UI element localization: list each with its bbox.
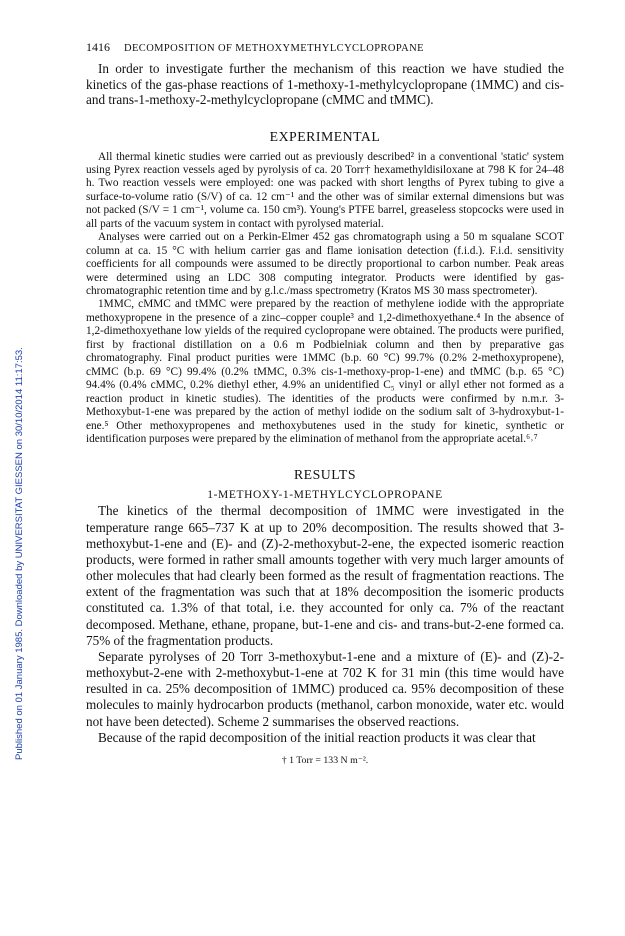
- article-page: [86, 40, 564, 766]
- results-paragraph: Separate pyrolyses of 20 Torr 3-methoxybut-1-ene and a mixture of (E)- and (Z)-2-methoxybut-2-ene with 2-methoxybut-1-ene at 702 K for 31 min (this time would have resulted in ca. 25% decomposition of 1MMC) produced ca. 95% decomposition of these molecules to mainly hydrocarbon products (methanol, carbon monoxide, water etc. would not have been detected). Scheme 2 summarises the observed reactions.: [86, 648, 564, 729]
- experimental-heading: EXPERIMENTAL: [269, 128, 381, 144]
- results-heading: RESULTS: [293, 467, 357, 483]
- running-header: [86, 40, 564, 55]
- experimental-paragraph: 1MMC, cMMC and tMMC were prepared by the reaction of methylene iodide with the appropriate methoxypropene in the presence of a zinc–copper couple³ and 1,2-dimethoxyethane.⁴ In the absence of 1,2-dimethoxyethane low yields of the required cyclopropane were obtained. The products were purified, first by fractional distillation on a 0.6 m Podbielniak column and then by preparative gas chromatography. Final product purities were 1MMC (b.p. 60 °C) 99.7% (0.2% 2-methoxypropene), cMMC (b.p. 69 °C) 99.4% (0.2% tMMC, 0.3% cis-1-methoxy-prop-1-ene) and tMMC (b.p. 65 °C) 94.4% (0.4% cMMC, 0.2% diethyl ether, 4.9% an unidentified C₅ vinyl or allyl ether not formed as a reaction product in kinetic studies). The identities of the products were confirmed by n.m.r. 3-Methoxybut-1-ene was prepared by the action of methyl iodide on the sodium salt of 3-hydroxybut-1-ene.⁵ Other methoxypropenes and methoxybutenes used in the study for kinetic, synthetic or identification purposes were prepared by the elimination of methanol from the appropriate acetal.⁶˒⁷: [86, 298, 564, 446]
- experimental-section: [86, 151, 564, 447]
- results-paragraph: The kinetics of the thermal decomposition of 1MMC were investigated in the temperature range 665–737 K at up to 20% decomposition. The results showed that 3-methoxybut-1-ene and (E)- and (Z)-2-methoxybut-2-ene, the expected isomeric reaction products, were formed in rather small amounts together with very much larger amounts of other molecules that had clearly been formed as the result of fragmentation reactions. The extent of the fragmentation was such that at 18% decomposition the isomeric products constituted ca. 1.3% of that total, i.e. they accounted for only ca. 7% of the reactant decomposed. Methane, ethane, propane, but-1-ene and cis- and trans-but-2-ene formed ca. 75% of the fragmentation products.: [86, 503, 564, 648]
- results-paragraph: Because of the rapid decomposition of the initial reaction products it was clear that: [98, 729, 536, 745]
- download-watermark-text: Published on 01 January 1985. Downloaded by UNIVERSITAT GIESSEN on 30/10/2014 11:17:53.: [14, 347, 25, 760]
- download-watermark: [2, 80, 25, 760]
- results-subheading: 1-METHOXY-1-METHYLCYCLOPROPANE: [207, 489, 443, 502]
- results-section: [86, 503, 564, 745]
- intro-paragraph: In order to investigate further the mechanism of this reaction we have studied the kinetics of the gas-phase reactions of 1-methoxy-1-methylcyclopropane (1MMC) and cis- and trans-1-methoxy-2-methylcyclopropane (cMMC and tMMC).: [86, 61, 564, 107]
- footnote: † 1 Torr = 133 N m⁻².: [281, 754, 369, 766]
- experimental-paragraph: Analyses were carried out on a Perkin-Elmer 452 gas chromatograph using a 50 m squalane SCOT column at ca. 15 °C with helium carrier gas and flame ionisation detection (f.i.d.). F.i.d. sensitivity coefficients for all compounds were assumed to be directly proportional to carbon number. Peak areas were determined using an LDC 308 computing integrator. Products were identified by gas-chromatographic retention time and by g.l.c./mass spectrometry (Kratos MS 30 mass spectrometer).: [86, 231, 564, 298]
- running-title: DECOMPOSITION OF METHOXYMETHYLCYCLOPROPANE: [124, 43, 424, 54]
- experimental-paragraph: All thermal kinetic studies were carried out as previously described² in a conventional 'static' system using Pyrex reaction vessels aged by pyrolysis of ca. 20 Torr† hexamethyldisiloxane at 798 K for 24–48 h. Two reaction vessels were employed: one was packed with short lengths of Pyrex tubing to give a surface-to-volume ratio (S/V) of ca. 12 cm⁻¹ and the other was of similar external dimensions but was not packed (S/V = 1 cm⁻¹, volume ca. 150 cm³). Young's PTFE barrel, greaseless stopcocks were used in all parts of the vacuum system in contact with pyrolysed material.: [86, 150, 564, 230]
- page-number: 1416: [86, 40, 110, 54]
